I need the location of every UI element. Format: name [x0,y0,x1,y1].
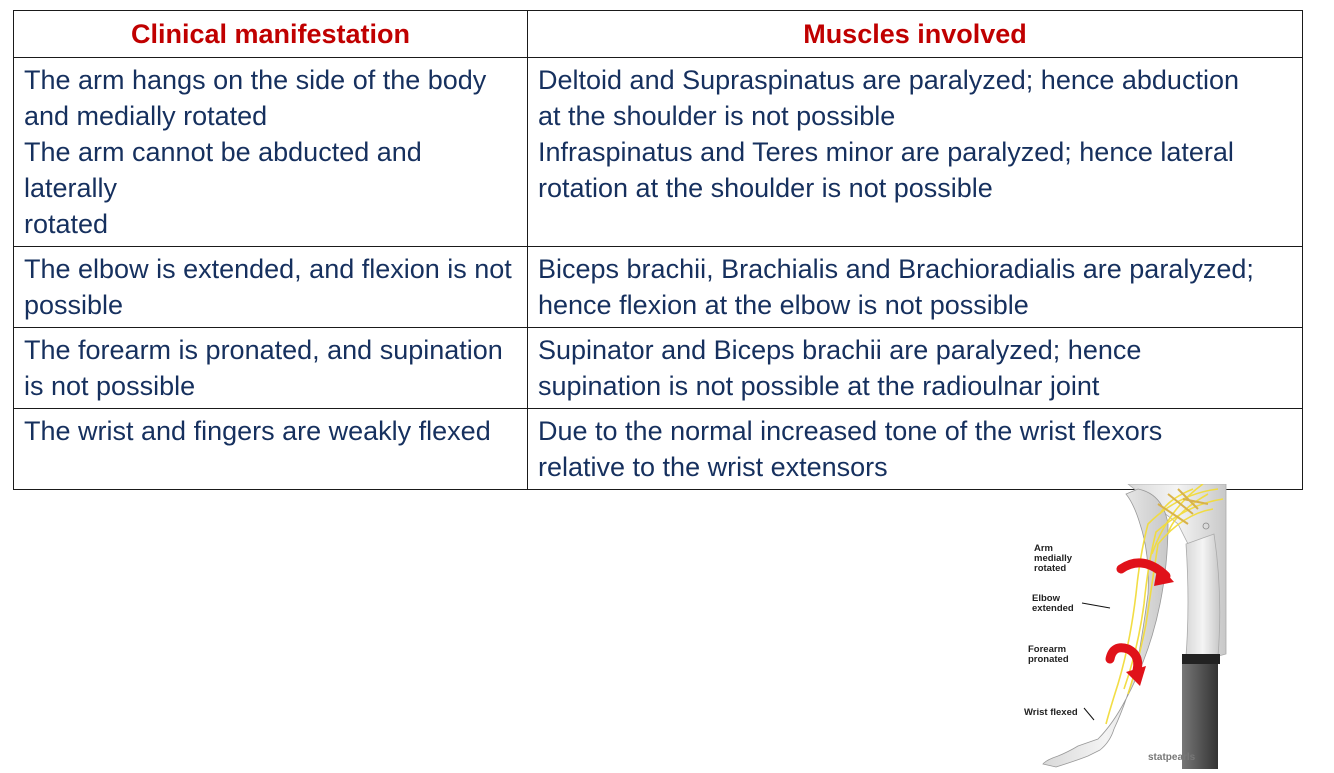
cell-line: Due to the normal increased tone of the wrist flexors [538,416,1163,446]
label-wrist: Wrist flexed [1024,707,1078,718]
table-row [14,409,1303,490]
label-elbow-line1: Elbow [1032,593,1060,604]
erb-palsy-arm-illustration [1018,484,1228,771]
table-row [14,328,1303,409]
cell-line: at the shoulder is not possible [538,101,896,131]
table-row [14,58,1303,247]
cell-line: Infraspinatus and Teres minor are paralyzed; hence lateral [538,137,1234,167]
label-arm-line1: Arm [1034,543,1054,554]
label-arm-line2: medially [1034,553,1073,564]
cell-line: relative to the wrist extensors [538,452,888,482]
cell-line: The wrist and fingers are weakly flexed [24,416,491,446]
cell-line: Supinator and Biceps brachii are paralyzed; hence [538,335,1142,365]
statpearls-watermark: statpearls [1148,752,1196,763]
cell-line: possible [24,290,124,320]
label-forearm-line1: Forearm [1028,644,1067,655]
muscles-cell [528,247,1303,328]
cell-line: supination is not possible at the radioulnar joint [538,371,1100,401]
header-clinical-manifestation: Clinical manifestation [14,11,528,58]
cell-line: The forearm is pronated, and supination [24,335,503,365]
cell-line: The arm hangs on the side of the body [24,65,487,95]
sleeve-cuff [1182,654,1220,664]
label-elbow-line2: extended [1032,603,1074,614]
elbow-pointer [1082,603,1110,608]
cell-line: and medially rotated [24,101,268,131]
cell-line: rotated [24,209,109,239]
cell-line: The elbow is extended, and flexion is not [24,254,512,284]
cell-line: rotation at the shoulder is not possible [538,173,993,203]
cell-line: The arm cannot be abducted and laterally [24,137,422,203]
cell-line: hence flexion at the elbow is not possible [538,290,1029,320]
manifestation-cell [14,247,528,328]
cell-line: Biceps brachii, Brachialis and Brachioradialis are paralyzed; [538,254,1254,284]
muscles-cell [528,328,1303,409]
muscles-cell [528,58,1303,247]
manifestation-cell [14,409,528,490]
manifestation-cell [14,58,528,247]
wrist-pointer [1084,708,1094,720]
manifestation-cell [14,328,528,409]
muscles-cell [528,409,1303,490]
label-forearm-line2: pronated [1028,654,1069,665]
table-header-row [14,11,1303,58]
clinical-table [13,10,1303,490]
label-arm-line3: rotated [1034,563,1067,574]
header-muscles-involved: Muscles involved [528,11,1303,58]
affected-arm-shape [1043,489,1168,767]
cell-line: is not possible [24,371,196,401]
cell-line: Deltoid and Supraspinatus are paralyzed; hence abduction [538,65,1239,95]
table-row [14,247,1303,328]
other-arm-shape [1186,534,1220,656]
